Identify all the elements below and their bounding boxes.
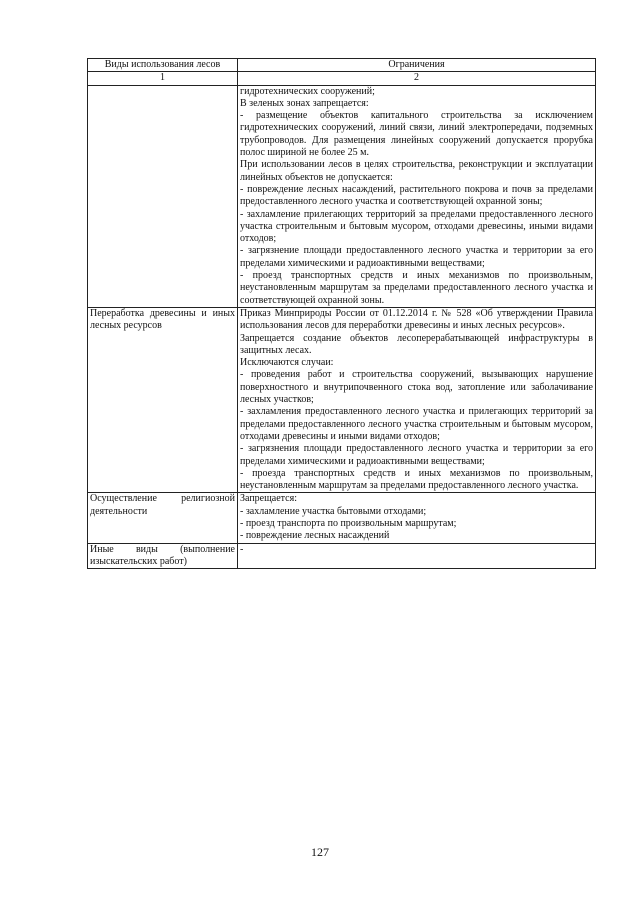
page-number: 127 [311, 845, 329, 859]
table-row [88, 85, 596, 307]
forest-use-cell: Осуществление религиозной деятельности [88, 493, 238, 543]
restriction-paragraph: - захламления предоставленного лесного участка и прилегающих территорий за пределами предоставленного лесного участка строительным и бытовым мусором, отходами древесины и иными видами отходов; [240, 406, 593, 442]
forest-use-cell: Иные виды (выполнение изыскательских работ) [88, 543, 238, 569]
header-forest-use: Виды использования лесов [88, 59, 238, 72]
restriction-paragraph: - проезда транспортных средств и иных механизмов по произвольным, неустановленным маршрутам за пределами предоставленного лесного участка. [240, 467, 593, 492]
column-number-1: 1 [88, 72, 238, 85]
restriction-paragraph: - проведения работ и строительства сооружений, вызывающих нарушение поверхностного и внутрипочвенного стока вод, затопление или заболачивание лесных участков; [240, 369, 593, 406]
restriction-paragraph: - загрязнения площади предоставленного лесного участка и территории за его пределами химическими и радиоактивными веществами; [240, 443, 593, 467]
restriction-paragraph: - [240, 543, 244, 555]
column-number-row [88, 72, 596, 85]
forest-use-cell [88, 85, 238, 307]
restrictions-table [87, 58, 596, 569]
restriction-paragraph: Запрещается создание объектов лесоперерабатывающей инфраструктуры в защитных лесах. [240, 332, 593, 356]
restriction-paragraph: - захламление прилегающих территорий за пределами предоставленного лесного участка строительным и бытовым мусором, отходами древесины, иными видами отходов; [240, 208, 593, 245]
restriction-paragraph: - проезд транспортных средств и иных механизмов по произвольным, неустановленным маршрутам за пределами предоставленного лесного участка и соответствующей охранной зоны. [240, 270, 593, 306]
restriction-paragraph: Исключаются случаи: [240, 357, 334, 369]
restriction-paragraph: - захламление участка бытовыми отходами; [240, 505, 427, 517]
restrictions-cell [238, 543, 596, 569]
restriction-paragraph: - повреждение лесных насаждений [240, 530, 390, 542]
restriction-paragraph: - повреждение лесных насаждений, растительного покрова и почв за пределами предоставленного лесного участка и соответствующей охранной зоны; [240, 183, 593, 208]
restriction-paragraph: Запрещается: [240, 493, 297, 505]
restriction-paragraph: В зеленых зонах запрещается: [240, 97, 369, 109]
forest-use-cell: Переработка древесины и иных лесных ресурсов [88, 307, 238, 492]
restriction-paragraph: Приказ Минприроды России от 01.12.2014 г. № 528 «Об утверждении Правила использования лесов для переработки древесины и иных лесных ресурсов». [240, 307, 593, 332]
restriction-paragraph: гидротехнических сооружений; [240, 85, 375, 97]
column-number-2: 2 [238, 72, 596, 85]
restriction-paragraph: - загрязнение площади предоставленного лесного участка и территории за его пределами химическими и радиоактивными веществами; [240, 245, 593, 269]
restrictions-cell [238, 85, 596, 307]
restrictions-cell [238, 493, 596, 543]
restriction-paragraph: - размещение объектов капитального строительства за исключением гидротехнических сооружений, линий связи, линий электропередачи, подземных трубопроводов. Для размещения линейных сооружений допускается прорубка полос шириной не более 25 м. [240, 110, 593, 159]
table-row [88, 307, 596, 492]
restrictions-cell [238, 307, 596, 492]
table-row [88, 493, 596, 543]
header-row [88, 59, 596, 72]
table-row [88, 543, 596, 569]
restriction-paragraph: При использовании лесов в целях строительства, реконструкции и эксплуатации линейных объектов не допускается: [240, 159, 593, 183]
header-restrictions: Ограничения [238, 59, 596, 72]
restriction-paragraph: - проезд транспорта по произвольным маршрутам; [240, 517, 457, 529]
